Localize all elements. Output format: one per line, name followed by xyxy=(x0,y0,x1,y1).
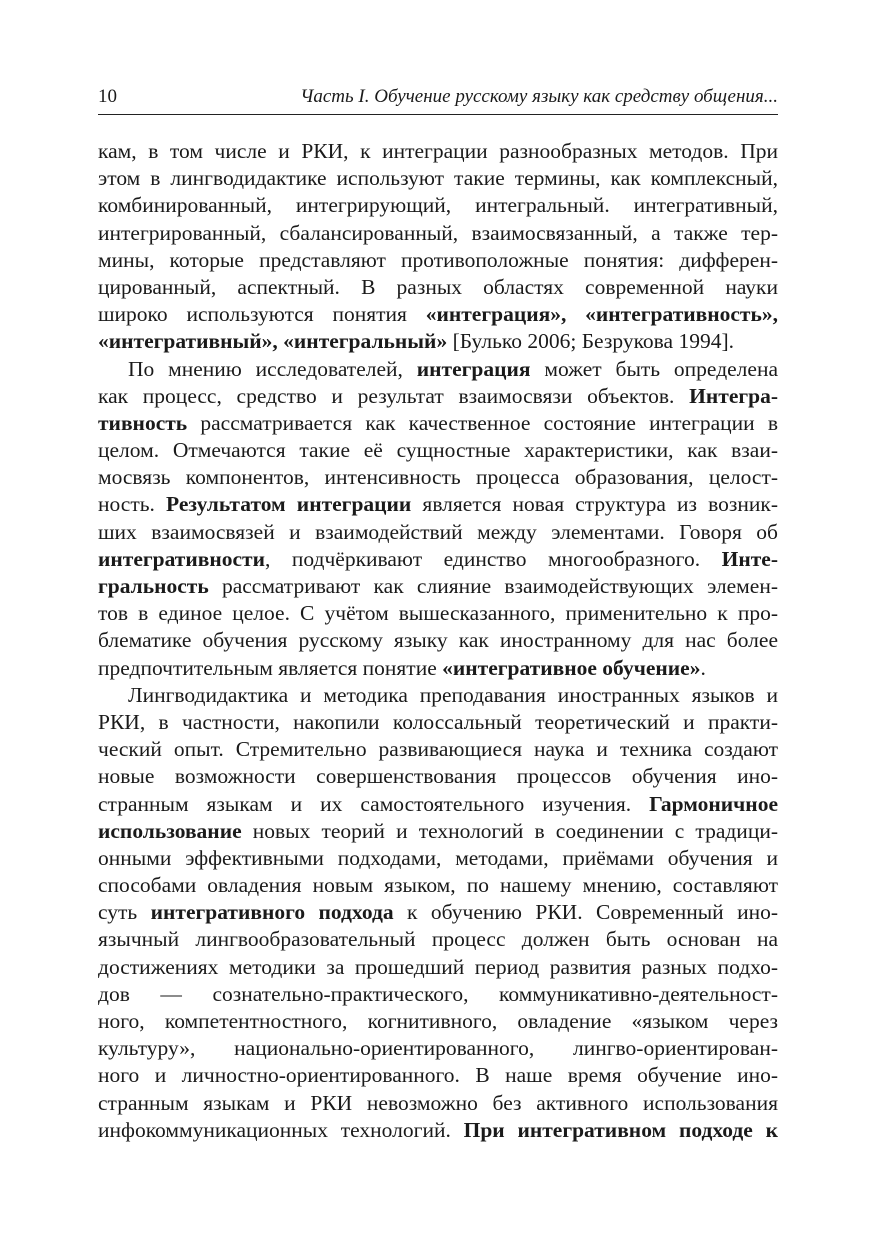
page-body xyxy=(98,138,778,1144)
text-line xyxy=(98,1117,778,1144)
text-line: мосвязь компонентов, интенсивность процесса образования, целост- xyxy=(98,465,778,490)
text-run: рассматривают как слияние взаимодействующих элемен- xyxy=(208,574,778,598)
bold-term: тивность xyxy=(98,410,188,435)
bold-term: интегративности xyxy=(98,546,265,571)
bold-term: При интегративном подходе к xyxy=(463,1117,778,1142)
text-line: странным языкам и РКИ невозможно без активного использования xyxy=(98,1090,778,1115)
text-run: является новая структура из возник- xyxy=(411,492,778,517)
text-line xyxy=(98,899,778,926)
text-line: целом. Отмечаются такие её сущностные характеристики, как взаи- xyxy=(98,438,778,463)
text-line xyxy=(98,791,778,818)
text-line: достижениях методики за прошедший период развития разных подхо- xyxy=(98,954,778,979)
text-run: По мнению исследователей, xyxy=(128,356,417,381)
text-line: дов — сознательно-практического, коммуникативно-деятельност- xyxy=(98,981,778,1006)
text-line xyxy=(98,491,778,518)
bold-term: Инте- xyxy=(721,546,778,571)
text-run: к обучению РКИ. Современный ино- xyxy=(393,900,778,925)
text-run: как процесс, средство и результат взаимосвязи объектов. xyxy=(98,383,690,408)
text-line xyxy=(98,410,778,437)
text-line xyxy=(98,573,778,600)
text-line: ших взаимосвязей и взаимодействий между элементами. Говоря об xyxy=(98,519,778,544)
text-line: интегрированный, сбалансированный, взаимосвязанный, а также тер- xyxy=(98,220,778,245)
text-line: культуру», национально-ориентированного, лингво-ориентирован- xyxy=(98,1036,778,1061)
text-line xyxy=(98,546,778,573)
running-title: Часть I. Обучение русскому языку как средству общения... xyxy=(300,86,778,107)
text-run: суть xyxy=(98,900,151,925)
text-line: язычный лингвообразовательный процесс должен быть основан на xyxy=(98,927,778,952)
text-run: , подчёркивают единство многообразного. xyxy=(264,546,722,571)
text-line: способами овладения новым языком, по нашему мнению, составляют xyxy=(98,873,778,898)
bold-term: Результатом интеграции xyxy=(166,492,412,517)
text-line xyxy=(98,818,778,845)
text-line xyxy=(98,383,778,410)
bold-term: Интегра- xyxy=(689,383,778,408)
citation: [Булько 2006; Безрукова 1994]. xyxy=(447,329,734,354)
page-number: 10 xyxy=(98,86,117,107)
text-line xyxy=(98,328,778,355)
text-line xyxy=(98,356,778,383)
page-header xyxy=(98,82,778,115)
text-run: инфокоммуникационных технологий. xyxy=(98,1117,464,1142)
text-line: онными эффективными подходами, методами, приёмами обучения и xyxy=(98,845,778,870)
text-run: может быть определена xyxy=(530,356,778,381)
text-line: комбинированный, интегрирующий, интегральный. интегративный, xyxy=(98,193,778,218)
text-line: новые возможности совершенствования процессов обучения ино- xyxy=(98,764,778,789)
text-line: Лингводидактика и методика преподавания иностранных языков и xyxy=(128,682,778,707)
text-line: этом в лингводидактике используют такие термины, как комплексный, xyxy=(98,166,778,191)
paragraph-2 xyxy=(98,356,778,682)
paragraph-3 xyxy=(98,682,778,1144)
text-line xyxy=(98,655,778,682)
text-line: РКИ, в частности, накопили колоссальный теоретический и практи- xyxy=(98,709,778,734)
bold-term: использование xyxy=(98,818,242,843)
text-line: блематике обучения русскому языку как иностранному для нас более xyxy=(98,628,778,653)
bold-term: «интегративное обучение» xyxy=(442,655,701,680)
text-run: . xyxy=(700,655,706,680)
text-line: ного, компетентностного, когнитивного, овладение «языком через xyxy=(98,1009,778,1033)
text-run: странным языкам и их самостоятельного изучения. xyxy=(98,791,650,816)
text-line: ческий опыт. Стремительно развивающиеся наука и техника создают xyxy=(98,737,778,762)
bold-term: «интеграция», «интегративность», xyxy=(425,302,778,327)
text-run: предпочтительным является понятие xyxy=(98,655,443,680)
text-line: мины, которые представляют противоположные понятия: дифферен- xyxy=(98,247,778,272)
text-line: ного и личностно-ориентированного. В наше время обучение ино- xyxy=(98,1063,778,1088)
bold-term: гральность xyxy=(98,574,209,598)
text-run: широко используются понятия xyxy=(98,302,426,327)
bold-term: интегративного подхода xyxy=(150,900,394,925)
text-line: тов в единое целое. С учётом вышесказанного, применительно к про- xyxy=(98,601,778,626)
text-run: новых теорий и технологий в соединении с традици- xyxy=(241,818,778,843)
text-line xyxy=(98,301,778,328)
text-line: цированный, аспектный. В разных областях современной науки xyxy=(98,274,778,299)
text-run: ность. xyxy=(98,492,167,517)
bold-term: Гармоничное xyxy=(649,791,778,816)
text-line: кам, в том числе и РКИ, к интеграции разнообразных методов. При xyxy=(98,139,778,163)
text-run: рассматривается как качественное состояние интеграции в xyxy=(187,410,778,435)
paragraph-1 xyxy=(98,138,778,356)
bold-term: «интегративный», «интегральный» xyxy=(98,329,448,354)
bold-term: интеграция xyxy=(416,356,531,381)
